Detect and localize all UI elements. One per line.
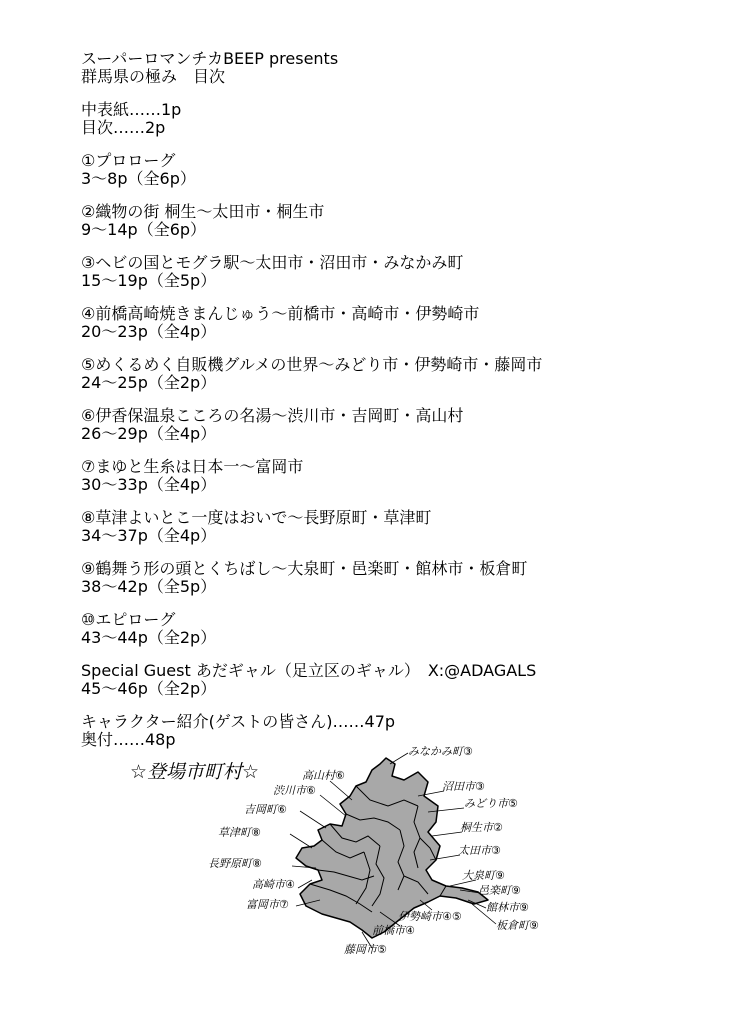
map-title: ☆登場市町村☆	[130, 761, 260, 783]
chapter-pages: 45～46p（全2p）	[81, 679, 217, 698]
front-cover-entry: 中表紙……1p	[81, 100, 182, 119]
chapter-title: ⑦まゆと生糸は日本一～富岡市	[81, 457, 304, 476]
chapter-pages: 3～8p（全6p）	[81, 169, 196, 188]
label-ota: 太田市③	[458, 844, 501, 857]
label-numata: 沼田市③	[442, 780, 485, 793]
label-itakura: 板倉町⑨	[496, 919, 539, 932]
label-fujioka: 藤岡市⑤	[344, 943, 387, 956]
chapter-title: ③ヘビの国とモグラ駅～太田市・沼田市・みなかみ町	[81, 253, 464, 272]
chapter-title: Special Guest あだギャル（足立区のギャル） X:@ADAGALS	[81, 661, 537, 680]
label-kiryu: 桐生市②	[460, 821, 503, 834]
chapter-pages: 30～33p（全4p）	[81, 475, 217, 494]
chapter-title: ①プロローグ	[81, 151, 176, 170]
contents-entry: 目次……2p	[81, 118, 166, 137]
chapter-pages: 38～42p（全5p）	[81, 577, 217, 596]
label-takayama: 高山村⑥	[302, 769, 345, 782]
label-naganohara: 長野原町⑧	[208, 857, 262, 870]
chapter-title: ⑨鶴舞う形の頭とくちばし～大泉町・邑楽町・館林市・板倉町	[81, 559, 528, 578]
chapter-title: ④前橋高崎焼きまんじゅう～前橋市・高崎市・伊勢崎市	[81, 304, 480, 323]
chapter-title: ⑤めくるめく自販機グルメの世界～みどり市・伊勢崎市・藤岡市	[81, 355, 543, 374]
chapter-pages: 9～14p（全6p）	[81, 220, 207, 239]
chapter-title: ⑧草津よいとこ一度はおいで～長野原町・草津町	[81, 508, 432, 527]
label-ora: 邑楽町⑨	[478, 884, 521, 897]
label-maebashi: 前橋市④	[372, 924, 415, 937]
chapter-pages: 20～23p（全4p）	[81, 322, 217, 341]
label-kusatsu: 草津町⑧	[218, 826, 261, 839]
series-title: スーパーロマンチカBEEP presents	[81, 49, 339, 68]
label-takasaki: 高崎市④	[252, 878, 295, 891]
chapter-title: ⑥伊香保温泉こころの名湯～渋川市・吉岡町・高山村	[81, 406, 464, 425]
chapter-pages: 34～37p（全4p）	[81, 526, 217, 545]
label-oizumi: 大泉町⑨	[462, 869, 505, 882]
label-isesaki: 伊勢崎市④⑤	[398, 910, 462, 923]
label-midori: みどり市⑤	[464, 797, 518, 810]
chapter-title: ②織物の街 桐生～太田市・桐生市	[81, 202, 325, 221]
character-intro-entry: キャラクター紹介(ゲストの皆さん)……47p	[81, 712, 396, 731]
chapter-title: ⑩エピローグ	[81, 610, 176, 629]
colophon-entry: 奥付……48p	[81, 730, 176, 749]
label-tatebayashi: 館林市⑨	[486, 901, 529, 914]
chapter-pages: 43～44p（全2p）	[81, 628, 217, 647]
label-yoshioka: 吉岡町⑥	[244, 803, 287, 816]
chapter-pages: 15～19p（全5p）	[81, 271, 217, 290]
label-minakami: みなかみ町③	[408, 745, 473, 758]
label-tomioka: 富岡市⑦	[246, 898, 289, 911]
chapter-pages: 26～29p（全4p）	[81, 424, 217, 443]
label-shibukawa: 渋川市⑥	[273, 784, 316, 797]
chapter-pages: 24～25p（全2p）	[81, 373, 217, 392]
page-title: 群馬県の極み 目次	[81, 67, 226, 86]
